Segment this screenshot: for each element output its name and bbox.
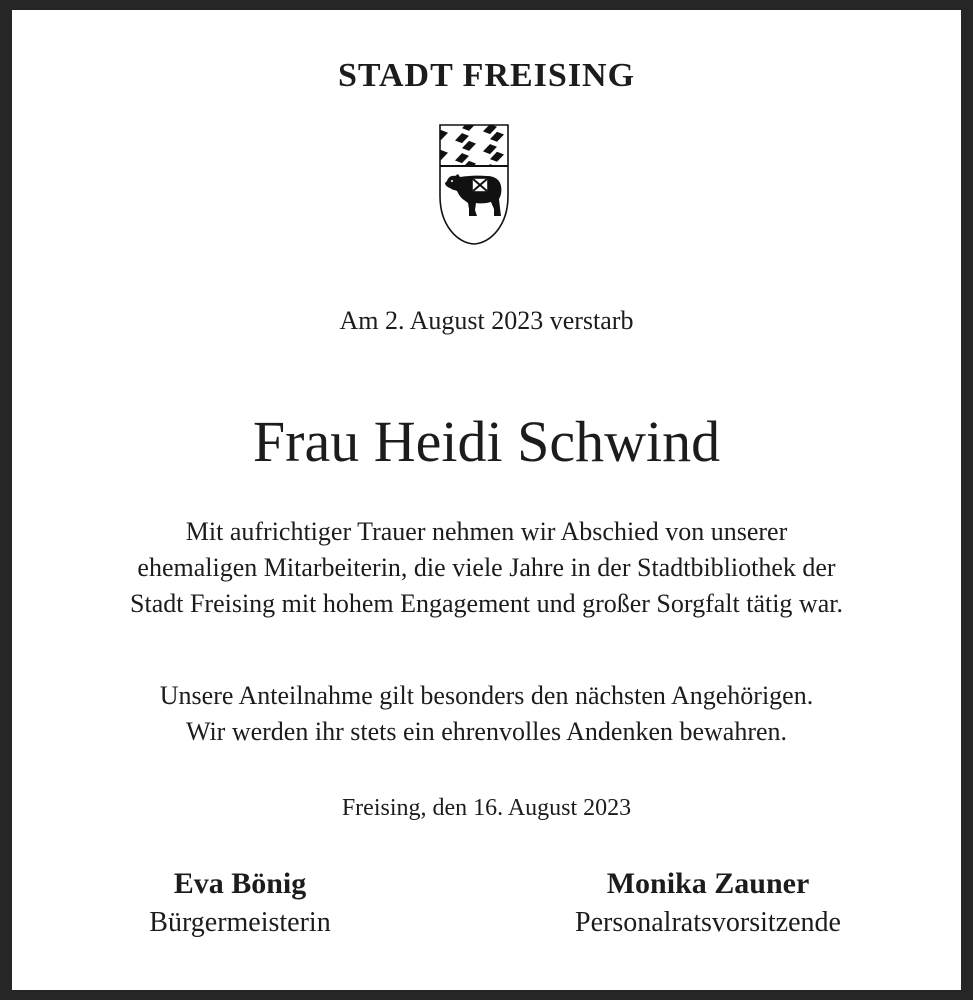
pack-cross-icon <box>472 178 488 192</box>
place-and-date: Freising, den 16. August 2023 <box>341 795 632 821</box>
condolence-line: Wir werden ihr stets ein ehrenvolles Andenken bewahren. <box>185 717 788 746</box>
farewell-paragraph <box>0 514 973 622</box>
farewell-line: Stadt Freising mit hohem Engagement und großer Sorgfalt tätig war. <box>130 589 843 618</box>
signatory-role: Bürgermeisterin <box>149 907 331 938</box>
signatory-name: Monika Zauner <box>606 867 810 900</box>
page-title: STADT FREISING <box>337 57 636 94</box>
deceased-name: Frau Heidi Schwind <box>252 409 721 474</box>
freising-coat-of-arms-icon <box>439 124 509 245</box>
farewell-line: ehemaligen Mitarbeiterin, die viele Jahre in der Stadtbibliothek der <box>137 553 836 582</box>
signatory-role: Personalratsvorsitzende <box>575 907 841 938</box>
condolence-line: Unsere Anteilnahme gilt besonders den nächsten Angehörigen. <box>159 681 814 710</box>
signatory-staff-council <box>528 865 888 943</box>
condolence-paragraph <box>0 678 973 750</box>
signatory-mayor <box>60 865 420 943</box>
death-announcement-intro: Am 2. August 2023 verstarb <box>339 306 634 335</box>
signatory-name: Eva Bönig <box>173 867 307 900</box>
farewell-line: Mit aufrichtiger Trauer nehmen wir Abschied von unserer <box>185 517 788 546</box>
